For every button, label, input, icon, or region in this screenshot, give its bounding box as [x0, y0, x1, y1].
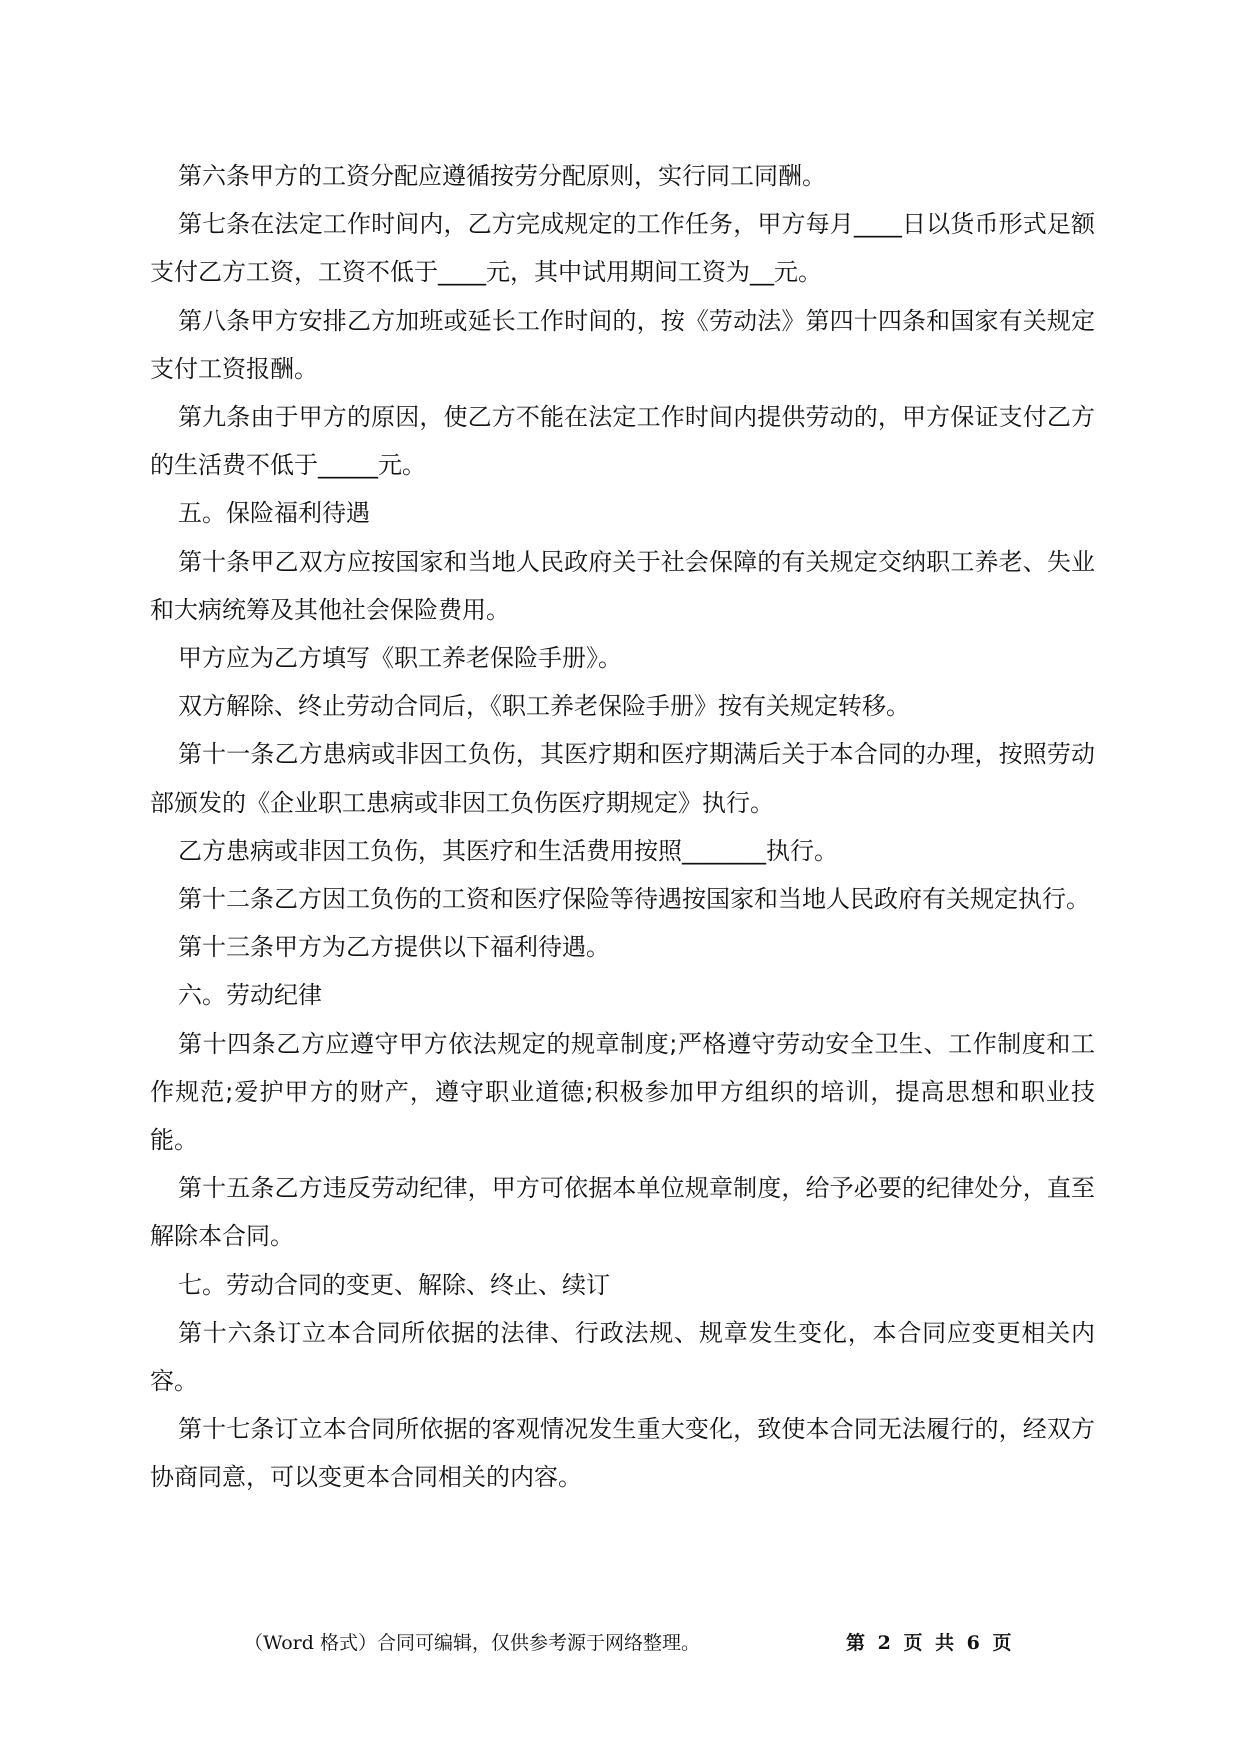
paragraph: 第十五条乙方违反劳动纪律，甲方可依据本单位规章制度，给予必要的纪律处分，直至解除本合同。 [150, 1174, 1095, 1251]
paragraph: 第十六条订立本合同所依据的法律、行政法规、规章发生变化，本合同应变更相关内容。 [150, 1318, 1095, 1396]
paragraph: 第十三条甲方为乙方提供以下福利待遇。 [178, 933, 610, 962]
section-heading: 七。劳动合同的变更、解除、终止、续订 [178, 1270, 610, 1299]
document-body [150, 152, 1095, 1502]
paragraph: 甲方应为乙方填写《职工养老保险手册》。 [178, 644, 622, 673]
paragraph: 第七条在法定工作时间内，乙方完成规定的工作任务，甲方每月____日以货币形式足额支付乙方工资，工资不低于____元，其中试用期间工资为__元。 [150, 210, 1095, 287]
section-heading: 五。保险福利待遇 [178, 499, 370, 528]
paragraph: 第十二条乙方因工负伤的工资和医疗保险等待遇按国家和当地人民政府有关规定执行。 [178, 885, 1090, 914]
paragraph: 第十七条订立本合同所依据的客观情况发生重大变化，致使本合同无法履行的，经双方协商同意，可以变更本合同相关的内容。 [150, 1415, 1095, 1492]
section-heading: 六。劳动纪律 [178, 981, 322, 1010]
paragraph: 第九条由于甲方的原因，使乙方不能在法定工作时间内提供劳动的，甲方保证支付乙方的生活费不低于_____元。 [150, 403, 1095, 480]
paragraph: 第十一条乙方患病或非因工负伤，其医疗期和医疗期满后关于本合同的办理，按照劳动部颁发的《企业职工患病或非因工负伤医疗期规定》执行。 [150, 740, 1095, 817]
paragraph: 第十条甲乙双方应按国家和当地人民政府关于社会保障的有关规定交纳职工养老、失业和大病统筹及其他社会保险费用。 [150, 547, 1095, 624]
paragraph: 乙方患病或非因工负伤，其医疗和生活费用按照_______执行。 [178, 836, 838, 865]
paragraph: 第八条甲方安排乙方加班或延长工作时间的，按《劳动法》第四十四条和国家有关规定支付工资报酬。 [150, 306, 1095, 383]
footer-note: （Word 格式）合同可编辑，仅供参考源于网络整理。 [244, 1632, 700, 1654]
page-number: 第 2 页 共 6 页 [846, 1632, 1012, 1654]
paragraph: 双方解除、终止劳动合同后，《职工养老保险手册》按有关规定转移。 [178, 692, 910, 721]
paragraph: 第六条甲方的工资分配应遵循按劳分配原则，实行同工同酬。 [178, 162, 826, 190]
page-footer [0, 1622, 1241, 1662]
paragraph: 第十四条乙方应遵守甲方依法规定的规章制度;严格遵守劳动安全卫生、工作制度和工作规范;爱护甲方的财产，遵守职业道德;积极参加甲方组织的培训，提高思想和职业技能。 [150, 1029, 1095, 1155]
